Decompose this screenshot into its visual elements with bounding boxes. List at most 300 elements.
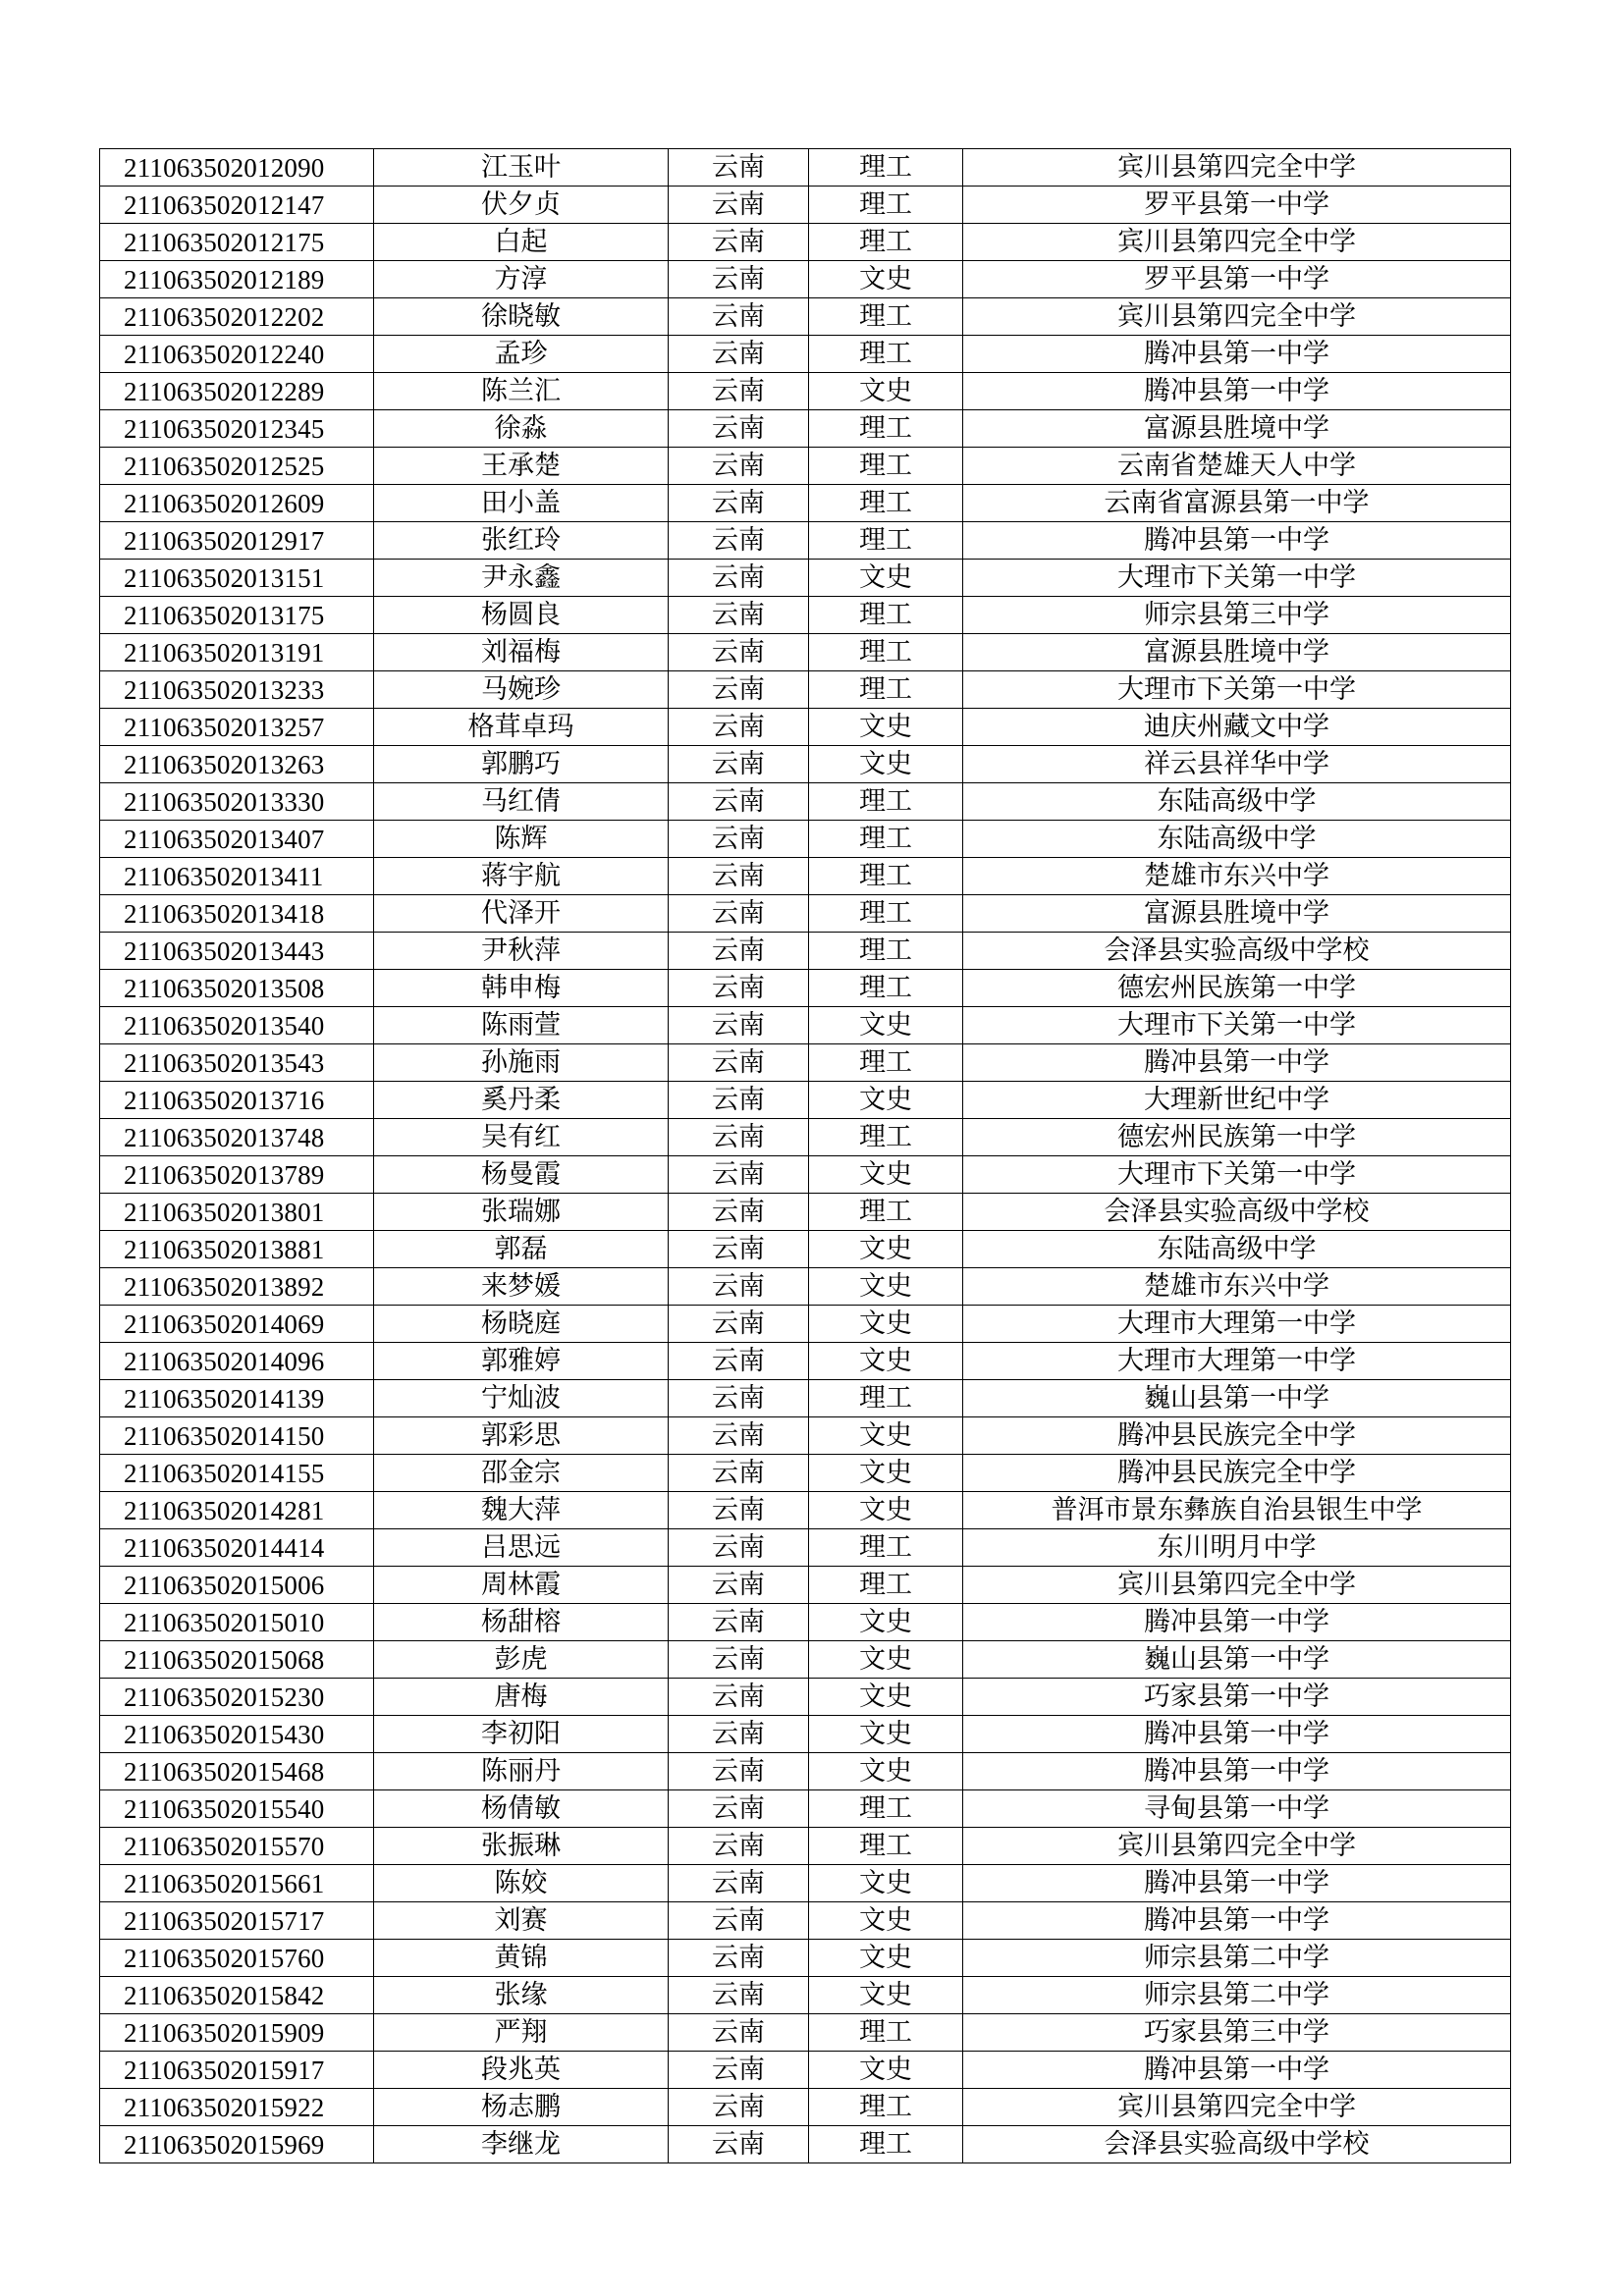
track-cell: 理工 — [809, 597, 963, 634]
exam-id-cell: 211063502012525 — [100, 448, 374, 485]
province-cell: 云南 — [669, 1268, 809, 1306]
exam-id-cell: 211063502013543 — [100, 1044, 374, 1082]
track-cell: 文史 — [809, 1082, 963, 1119]
track-cell: 文史 — [809, 1455, 963, 1492]
exam-id-cell: 211063502013175 — [100, 597, 374, 634]
table-row — [100, 1902, 1511, 1940]
exam-id-cell: 211063502013233 — [100, 671, 374, 709]
student-name-cell: 陈雨萱 — [374, 1007, 669, 1044]
track-cell: 文史 — [809, 1417, 963, 1455]
exam-id-cell: 211063502015230 — [100, 1679, 374, 1716]
school-cell: 云南省富源县第一中学 — [963, 485, 1511, 522]
province-cell: 云南 — [669, 1790, 809, 1828]
track-cell: 理工 — [809, 149, 963, 187]
track-cell: 文史 — [809, 1231, 963, 1268]
province-cell: 云南 — [669, 149, 809, 187]
school-cell: 师宗县第二中学 — [963, 1940, 1511, 1977]
student-name-cell: 杨圆良 — [374, 597, 669, 634]
student-roster-table — [99, 148, 1511, 2163]
table-row — [100, 448, 1511, 485]
track-cell: 文史 — [809, 1977, 963, 2014]
student-name-cell: 江玉叶 — [374, 149, 669, 187]
school-cell: 师宗县第三中学 — [963, 597, 1511, 634]
student-name-cell: 吕思远 — [374, 1529, 669, 1567]
student-name-cell: 马婉珍 — [374, 671, 669, 709]
table-row — [100, 149, 1511, 187]
province-cell: 云南 — [669, 560, 809, 597]
student-name-cell: 宁灿波 — [374, 1380, 669, 1417]
exam-id-cell: 211063502015006 — [100, 1567, 374, 1604]
exam-id-cell: 211063502013789 — [100, 1156, 374, 1194]
track-cell: 理工 — [809, 634, 963, 671]
exam-id-cell: 211063502014414 — [100, 1529, 374, 1567]
province-cell: 云南 — [669, 933, 809, 970]
province-cell: 云南 — [669, 1529, 809, 1567]
province-cell: 云南 — [669, 1007, 809, 1044]
track-cell: 理工 — [809, 2126, 963, 2163]
school-cell: 腾冲县第一中学 — [963, 2052, 1511, 2089]
track-cell: 理工 — [809, 970, 963, 1007]
student-name-cell: 张红玲 — [374, 522, 669, 560]
table-row — [100, 1940, 1511, 1977]
school-cell: 腾冲县民族完全中学 — [963, 1455, 1511, 1492]
exam-id-cell: 211063502013443 — [100, 933, 374, 970]
student-name-cell: 郭鹏巧 — [374, 746, 669, 783]
school-cell: 大理市大理第一中学 — [963, 1343, 1511, 1380]
table-row — [100, 1231, 1511, 1268]
province-cell: 云南 — [669, 2052, 809, 2089]
student-name-cell: 孙施雨 — [374, 1044, 669, 1082]
province-cell: 云南 — [669, 858, 809, 895]
student-name-cell: 刘福梅 — [374, 634, 669, 671]
track-cell: 文史 — [809, 1343, 963, 1380]
table-row — [100, 1268, 1511, 1306]
student-name-cell: 张瑞娜 — [374, 1194, 669, 1231]
student-name-cell: 张振琳 — [374, 1828, 669, 1865]
student-name-cell: 杨晓庭 — [374, 1306, 669, 1343]
track-cell: 文史 — [809, 560, 963, 597]
school-cell: 大理市下关第一中学 — [963, 1156, 1511, 1194]
school-cell: 德宏州民族第一中学 — [963, 970, 1511, 1007]
table-row — [100, 1156, 1511, 1194]
exam-id-cell: 211063502015468 — [100, 1753, 374, 1790]
exam-id-cell: 211063502013411 — [100, 858, 374, 895]
exam-id-cell: 211063502014155 — [100, 1455, 374, 1492]
table-row — [100, 298, 1511, 336]
school-cell: 宾川县第四完全中学 — [963, 224, 1511, 261]
track-cell: 文史 — [809, 1641, 963, 1679]
school-cell: 富源县胜境中学 — [963, 634, 1511, 671]
school-cell: 东陆高级中学 — [963, 821, 1511, 858]
track-cell: 理工 — [809, 485, 963, 522]
student-name-cell: 奚丹柔 — [374, 1082, 669, 1119]
school-cell: 大理市下关第一中学 — [963, 560, 1511, 597]
exam-id-cell: 211063502012609 — [100, 485, 374, 522]
school-cell: 巍山县第一中学 — [963, 1380, 1511, 1417]
track-cell: 文史 — [809, 1306, 963, 1343]
table-row — [100, 1306, 1511, 1343]
school-cell: 富源县胜境中学 — [963, 410, 1511, 448]
track-cell: 理工 — [809, 1529, 963, 1567]
exam-id-cell: 211063502013418 — [100, 895, 374, 933]
table-row — [100, 1790, 1511, 1828]
table-row — [100, 261, 1511, 298]
province-cell: 云南 — [669, 1455, 809, 1492]
school-cell: 楚雄市东兴中学 — [963, 858, 1511, 895]
student-name-cell: 田小盖 — [374, 485, 669, 522]
student-name-cell: 陈姣 — [374, 1865, 669, 1902]
student-name-cell: 孟珍 — [374, 336, 669, 373]
exam-id-cell: 211063502014069 — [100, 1306, 374, 1343]
table-row — [100, 1455, 1511, 1492]
table-row — [100, 2089, 1511, 2126]
province-cell: 云南 — [669, 1082, 809, 1119]
province-cell: 云南 — [669, 1156, 809, 1194]
province-cell: 云南 — [669, 597, 809, 634]
exam-id-cell: 211063502015909 — [100, 2014, 374, 2052]
student-name-cell: 刘赛 — [374, 1902, 669, 1940]
student-name-cell: 唐梅 — [374, 1679, 669, 1716]
exam-id-cell: 211063502013407 — [100, 821, 374, 858]
track-cell: 文史 — [809, 1268, 963, 1306]
track-cell: 理工 — [809, 783, 963, 821]
student-name-cell: 杨志鹏 — [374, 2089, 669, 2126]
table-row — [100, 1679, 1511, 1716]
student-name-cell: 尹秋萍 — [374, 933, 669, 970]
province-cell: 云南 — [669, 1492, 809, 1529]
table-row — [100, 1380, 1511, 1417]
student-name-cell: 段兆英 — [374, 2052, 669, 2089]
exam-id-cell: 211063502015760 — [100, 1940, 374, 1977]
table-row — [100, 1492, 1511, 1529]
student-name-cell: 代泽开 — [374, 895, 669, 933]
track-cell: 文史 — [809, 373, 963, 410]
student-name-cell: 徐淼 — [374, 410, 669, 448]
student-name-cell: 尹永鑫 — [374, 560, 669, 597]
table-row — [100, 1417, 1511, 1455]
table-row — [100, 671, 1511, 709]
school-cell: 祥云县祥华中学 — [963, 746, 1511, 783]
student-name-cell: 严翔 — [374, 2014, 669, 2052]
school-cell: 寻甸县第一中学 — [963, 1790, 1511, 1828]
province-cell: 云南 — [669, 1977, 809, 2014]
school-cell: 腾冲县第一中学 — [963, 1865, 1511, 1902]
track-cell: 文史 — [809, 1492, 963, 1529]
student-name-cell: 吴有红 — [374, 1119, 669, 1156]
track-cell: 文史 — [809, 1902, 963, 1940]
student-name-cell: 郭彩思 — [374, 1417, 669, 1455]
school-cell: 普洱市景东彝族自治县银生中学 — [963, 1492, 1511, 1529]
school-cell: 巧家县第一中学 — [963, 1679, 1511, 1716]
school-cell: 巍山县第一中学 — [963, 1641, 1511, 1679]
province-cell: 云南 — [669, 970, 809, 1007]
school-cell: 东陆高级中学 — [963, 783, 1511, 821]
exam-id-cell: 211063502014150 — [100, 1417, 374, 1455]
track-cell: 理工 — [809, 1828, 963, 1865]
table-row — [100, 2052, 1511, 2089]
exam-id-cell: 211063502015842 — [100, 1977, 374, 2014]
school-cell: 宾川县第四完全中学 — [963, 2089, 1511, 2126]
table-row — [100, 970, 1511, 1007]
exam-id-cell: 211063502012202 — [100, 298, 374, 336]
exam-id-cell: 211063502015430 — [100, 1716, 374, 1753]
school-cell: 腾冲县第一中学 — [963, 373, 1511, 410]
province-cell: 云南 — [669, 1679, 809, 1716]
province-cell: 云南 — [669, 821, 809, 858]
exam-id-cell: 211063502012090 — [100, 149, 374, 187]
exam-id-cell: 211063502014139 — [100, 1380, 374, 1417]
track-cell: 理工 — [809, 298, 963, 336]
track-cell: 文史 — [809, 709, 963, 746]
exam-id-cell: 211063502012345 — [100, 410, 374, 448]
school-cell: 腾冲县第一中学 — [963, 1604, 1511, 1641]
table-row — [100, 1753, 1511, 1790]
school-cell: 罗平县第一中学 — [963, 187, 1511, 224]
province-cell: 云南 — [669, 1902, 809, 1940]
table-row — [100, 895, 1511, 933]
student-name-cell: 魏大萍 — [374, 1492, 669, 1529]
school-cell: 东川明月中学 — [963, 1529, 1511, 1567]
table-row — [100, 597, 1511, 634]
student-name-cell: 杨倩敏 — [374, 1790, 669, 1828]
school-cell: 会泽县实验高级中学校 — [963, 2126, 1511, 2163]
table-row — [100, 858, 1511, 895]
province-cell: 云南 — [669, 1865, 809, 1902]
exam-id-cell: 211063502015922 — [100, 2089, 374, 2126]
table-row — [100, 634, 1511, 671]
table-row — [100, 224, 1511, 261]
province-cell: 云南 — [669, 485, 809, 522]
track-cell: 理工 — [809, 671, 963, 709]
table-row — [100, 746, 1511, 783]
province-cell: 云南 — [669, 895, 809, 933]
province-cell: 云南 — [669, 1231, 809, 1268]
student-name-cell: 伏夕贞 — [374, 187, 669, 224]
school-cell: 云南省楚雄天人中学 — [963, 448, 1511, 485]
track-cell: 理工 — [809, 410, 963, 448]
student-name-cell: 方淳 — [374, 261, 669, 298]
province-cell: 云南 — [669, 746, 809, 783]
exam-id-cell: 211063502012917 — [100, 522, 374, 560]
province-cell: 云南 — [669, 224, 809, 261]
table-row — [100, 1529, 1511, 1567]
province-cell: 云南 — [669, 1716, 809, 1753]
table-row — [100, 1567, 1511, 1604]
province-cell: 云南 — [669, 410, 809, 448]
table-row — [100, 1194, 1511, 1231]
student-name-cell: 彭虎 — [374, 1641, 669, 1679]
exam-id-cell: 211063502013748 — [100, 1119, 374, 1156]
province-cell: 云南 — [669, 634, 809, 671]
province-cell: 云南 — [669, 522, 809, 560]
table-row — [100, 1641, 1511, 1679]
track-cell: 文史 — [809, 1007, 963, 1044]
student-name-cell: 杨曼霞 — [374, 1156, 669, 1194]
school-cell: 东陆高级中学 — [963, 1231, 1511, 1268]
school-cell: 富源县胜境中学 — [963, 895, 1511, 933]
exam-id-cell: 211063502014096 — [100, 1343, 374, 1380]
school-cell: 巧家县第三中学 — [963, 2014, 1511, 2052]
table-row — [100, 1119, 1511, 1156]
track-cell: 理工 — [809, 1044, 963, 1082]
table-row — [100, 336, 1511, 373]
school-cell: 楚雄市东兴中学 — [963, 1268, 1511, 1306]
province-cell: 云南 — [669, 187, 809, 224]
student-name-cell: 陈丽丹 — [374, 1753, 669, 1790]
student-name-cell: 韩申梅 — [374, 970, 669, 1007]
table-row — [100, 783, 1511, 821]
table-row — [100, 1977, 1511, 2014]
table-row — [100, 373, 1511, 410]
province-cell: 云南 — [669, 2089, 809, 2126]
exam-id-cell: 211063502015661 — [100, 1865, 374, 1902]
student-name-cell: 格茸卓玛 — [374, 709, 669, 746]
exam-id-cell: 211063502012189 — [100, 261, 374, 298]
exam-id-cell: 211063502015010 — [100, 1604, 374, 1641]
province-cell: 云南 — [669, 336, 809, 373]
student-name-cell: 王承楚 — [374, 448, 669, 485]
province-cell: 云南 — [669, 1044, 809, 1082]
exam-id-cell: 211063502013508 — [100, 970, 374, 1007]
track-cell: 文史 — [809, 1865, 963, 1902]
track-cell: 文史 — [809, 1156, 963, 1194]
province-cell: 云南 — [669, 1828, 809, 1865]
province-cell: 云南 — [669, 1194, 809, 1231]
table-row — [100, 2126, 1511, 2163]
province-cell: 云南 — [669, 1940, 809, 1977]
exam-id-cell: 211063502015917 — [100, 2052, 374, 2089]
school-cell: 腾冲县第一中学 — [963, 1902, 1511, 1940]
province-cell: 云南 — [669, 261, 809, 298]
student-name-cell: 白起 — [374, 224, 669, 261]
exam-id-cell: 211063502012240 — [100, 336, 374, 373]
province-cell: 云南 — [669, 1119, 809, 1156]
exam-id-cell: 211063502012289 — [100, 373, 374, 410]
province-cell: 云南 — [669, 709, 809, 746]
table-row — [100, 485, 1511, 522]
track-cell: 理工 — [809, 2089, 963, 2126]
student-name-cell: 周林霞 — [374, 1567, 669, 1604]
table-row — [100, 2014, 1511, 2052]
table-row — [100, 1604, 1511, 1641]
student-name-cell: 李继龙 — [374, 2126, 669, 2163]
track-cell: 文史 — [809, 1753, 963, 1790]
track-cell: 文史 — [809, 1940, 963, 1977]
track-cell: 理工 — [809, 858, 963, 895]
exam-id-cell: 211063502012147 — [100, 187, 374, 224]
school-cell: 迪庆州藏文中学 — [963, 709, 1511, 746]
province-cell: 云南 — [669, 1306, 809, 1343]
track-cell: 理工 — [809, 522, 963, 560]
student-name-cell: 马红倩 — [374, 783, 669, 821]
table-row — [100, 1343, 1511, 1380]
province-cell: 云南 — [669, 2126, 809, 2163]
school-cell: 宾川县第四完全中学 — [963, 1828, 1511, 1865]
province-cell: 云南 — [669, 1343, 809, 1380]
student-name-cell: 徐晓敏 — [374, 298, 669, 336]
student-name-cell: 来梦媛 — [374, 1268, 669, 1306]
track-cell: 文史 — [809, 261, 963, 298]
school-cell: 德宏州民族第一中学 — [963, 1119, 1511, 1156]
exam-id-cell: 211063502015969 — [100, 2126, 374, 2163]
track-cell: 文史 — [809, 1716, 963, 1753]
table-row — [100, 187, 1511, 224]
exam-id-cell: 211063502012175 — [100, 224, 374, 261]
exam-id-cell: 211063502015540 — [100, 1790, 374, 1828]
school-cell: 腾冲县第一中学 — [963, 1753, 1511, 1790]
student-name-cell: 郭磊 — [374, 1231, 669, 1268]
student-name-cell: 邵金宗 — [374, 1455, 669, 1492]
track-cell: 理工 — [809, 1194, 963, 1231]
exam-id-cell: 211063502015068 — [100, 1641, 374, 1679]
table-row — [100, 821, 1511, 858]
province-cell: 云南 — [669, 1604, 809, 1641]
school-cell: 大理市下关第一中学 — [963, 1007, 1511, 1044]
exam-id-cell: 211063502015717 — [100, 1902, 374, 1940]
track-cell: 文史 — [809, 2052, 963, 2089]
exam-id-cell: 211063502013892 — [100, 1268, 374, 1306]
province-cell: 云南 — [669, 783, 809, 821]
track-cell: 理工 — [809, 1119, 963, 1156]
province-cell: 云南 — [669, 1753, 809, 1790]
track-cell: 文史 — [809, 1679, 963, 1716]
track-cell: 文史 — [809, 1604, 963, 1641]
student-name-cell: 陈辉 — [374, 821, 669, 858]
province-cell: 云南 — [669, 1417, 809, 1455]
school-cell: 宾川县第四完全中学 — [963, 149, 1511, 187]
student-name-cell: 郭雅婷 — [374, 1343, 669, 1380]
exam-id-cell: 211063502014281 — [100, 1492, 374, 1529]
track-cell: 理工 — [809, 933, 963, 970]
school-cell: 大理新世纪中学 — [963, 1082, 1511, 1119]
roster-body — [100, 149, 1511, 2163]
province-cell: 云南 — [669, 2014, 809, 2052]
student-name-cell: 黄锦 — [374, 1940, 669, 1977]
exam-id-cell: 211063502013540 — [100, 1007, 374, 1044]
province-cell: 云南 — [669, 298, 809, 336]
track-cell: 理工 — [809, 2014, 963, 2052]
table-row — [100, 522, 1511, 560]
exam-id-cell: 211063502013151 — [100, 560, 374, 597]
exam-id-cell: 211063502013191 — [100, 634, 374, 671]
exam-id-cell: 211063502013257 — [100, 709, 374, 746]
table-row — [100, 709, 1511, 746]
student-name-cell: 李初阳 — [374, 1716, 669, 1753]
student-name-cell: 蒋宇航 — [374, 858, 669, 895]
school-cell: 腾冲县第一中学 — [963, 1044, 1511, 1082]
table-row — [100, 933, 1511, 970]
student-name-cell: 杨甜榕 — [374, 1604, 669, 1641]
province-cell: 云南 — [669, 671, 809, 709]
school-cell: 会泽县实验高级中学校 — [963, 1194, 1511, 1231]
school-cell: 大理市下关第一中学 — [963, 671, 1511, 709]
school-cell: 宾川县第四完全中学 — [963, 298, 1511, 336]
province-cell: 云南 — [669, 1380, 809, 1417]
track-cell: 理工 — [809, 1380, 963, 1417]
school-cell: 腾冲县民族完全中学 — [963, 1417, 1511, 1455]
school-cell: 大理市大理第一中学 — [963, 1306, 1511, 1343]
school-cell: 罗平县第一中学 — [963, 261, 1511, 298]
exam-id-cell: 211063502013263 — [100, 746, 374, 783]
exam-id-cell: 211063502013716 — [100, 1082, 374, 1119]
table-row — [100, 410, 1511, 448]
track-cell: 理工 — [809, 1790, 963, 1828]
province-cell: 云南 — [669, 448, 809, 485]
table-row — [100, 1007, 1511, 1044]
school-cell: 腾冲县第一中学 — [963, 1716, 1511, 1753]
table-row — [100, 1828, 1511, 1865]
school-cell: 宾川县第四完全中学 — [963, 1567, 1511, 1604]
